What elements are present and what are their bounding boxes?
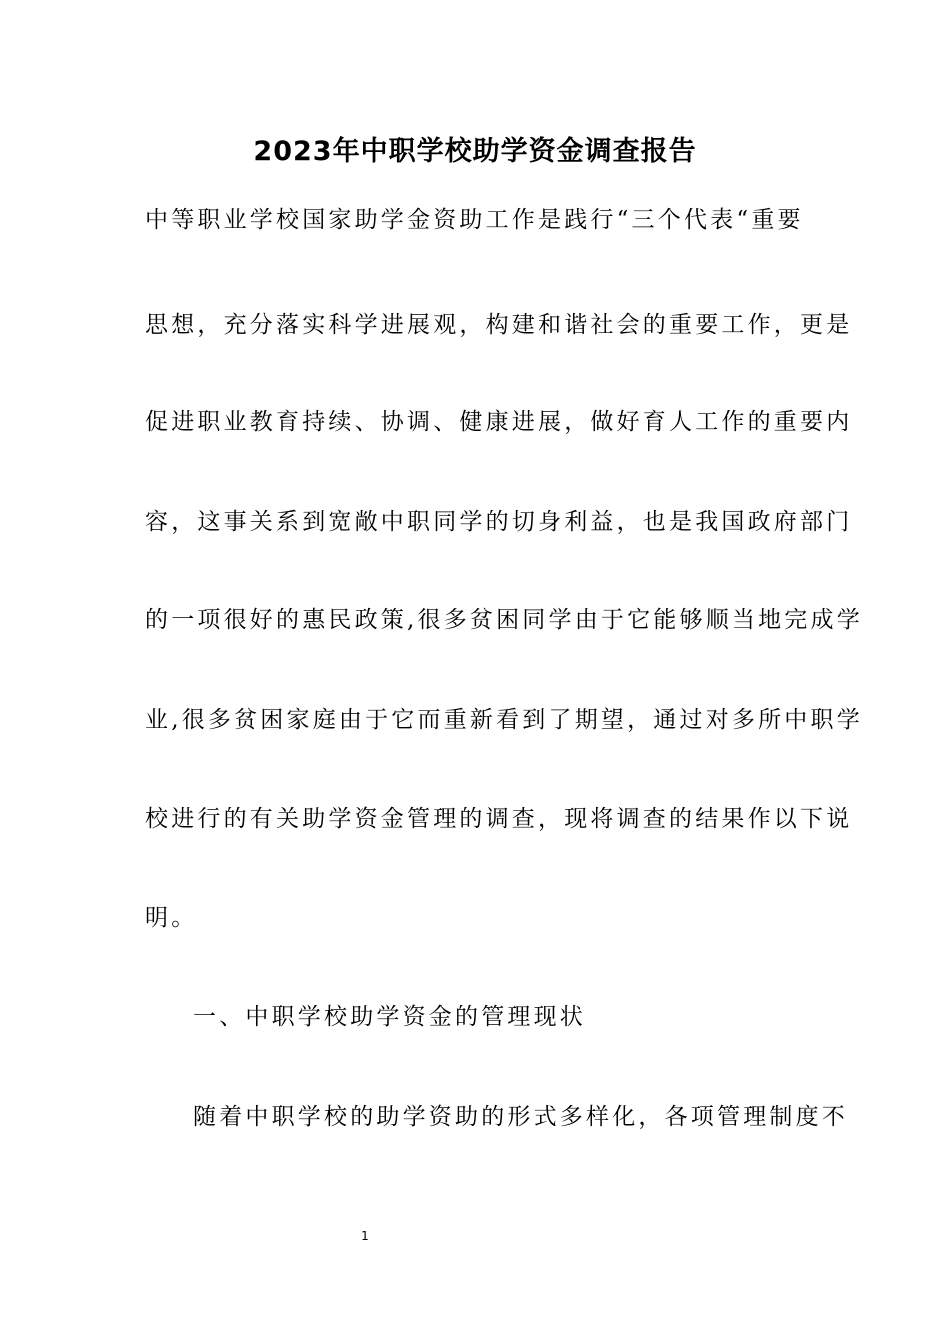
paragraph-line: 业,很多贫困家庭由于它而重新看到了期望，通过对多所中职学 <box>145 707 863 733</box>
paragraph-line: 促进职业教育持续、协调、健康进展，做好育人工作的重要内 <box>145 409 853 435</box>
section-heading: 一、中职学校助学资金的管理现状 <box>193 1004 586 1030</box>
page-number: 1 <box>361 1229 369 1243</box>
paragraph-line: 校进行的有关助学资金管理的调查，现将调查的结果作以下说 <box>145 806 853 832</box>
paragraph-line: 中等职业学校国家助学金资助工作是践行“三个代表“重要 <box>145 207 804 233</box>
document-title: 2023年中职学校助学资金调查报告 <box>253 136 697 167</box>
paragraph-line: 的一项很好的惠民政策,很多贫困同学由于它能够顺当地完成学 <box>145 607 863 633</box>
section-paragraph-line: 随着中职学校的助学资助的形式多样化，各项管理制度不 <box>193 1104 848 1130</box>
paragraph-line: 明。 <box>145 905 198 931</box>
paragraph-line: 思想，充分落实科学进展观，构建和谐社会的重要工作，更是 <box>145 312 853 338</box>
paragraph-line: 容，这事关系到宽敞中职同学的切身利益，也是我国政府部门 <box>145 509 853 535</box>
